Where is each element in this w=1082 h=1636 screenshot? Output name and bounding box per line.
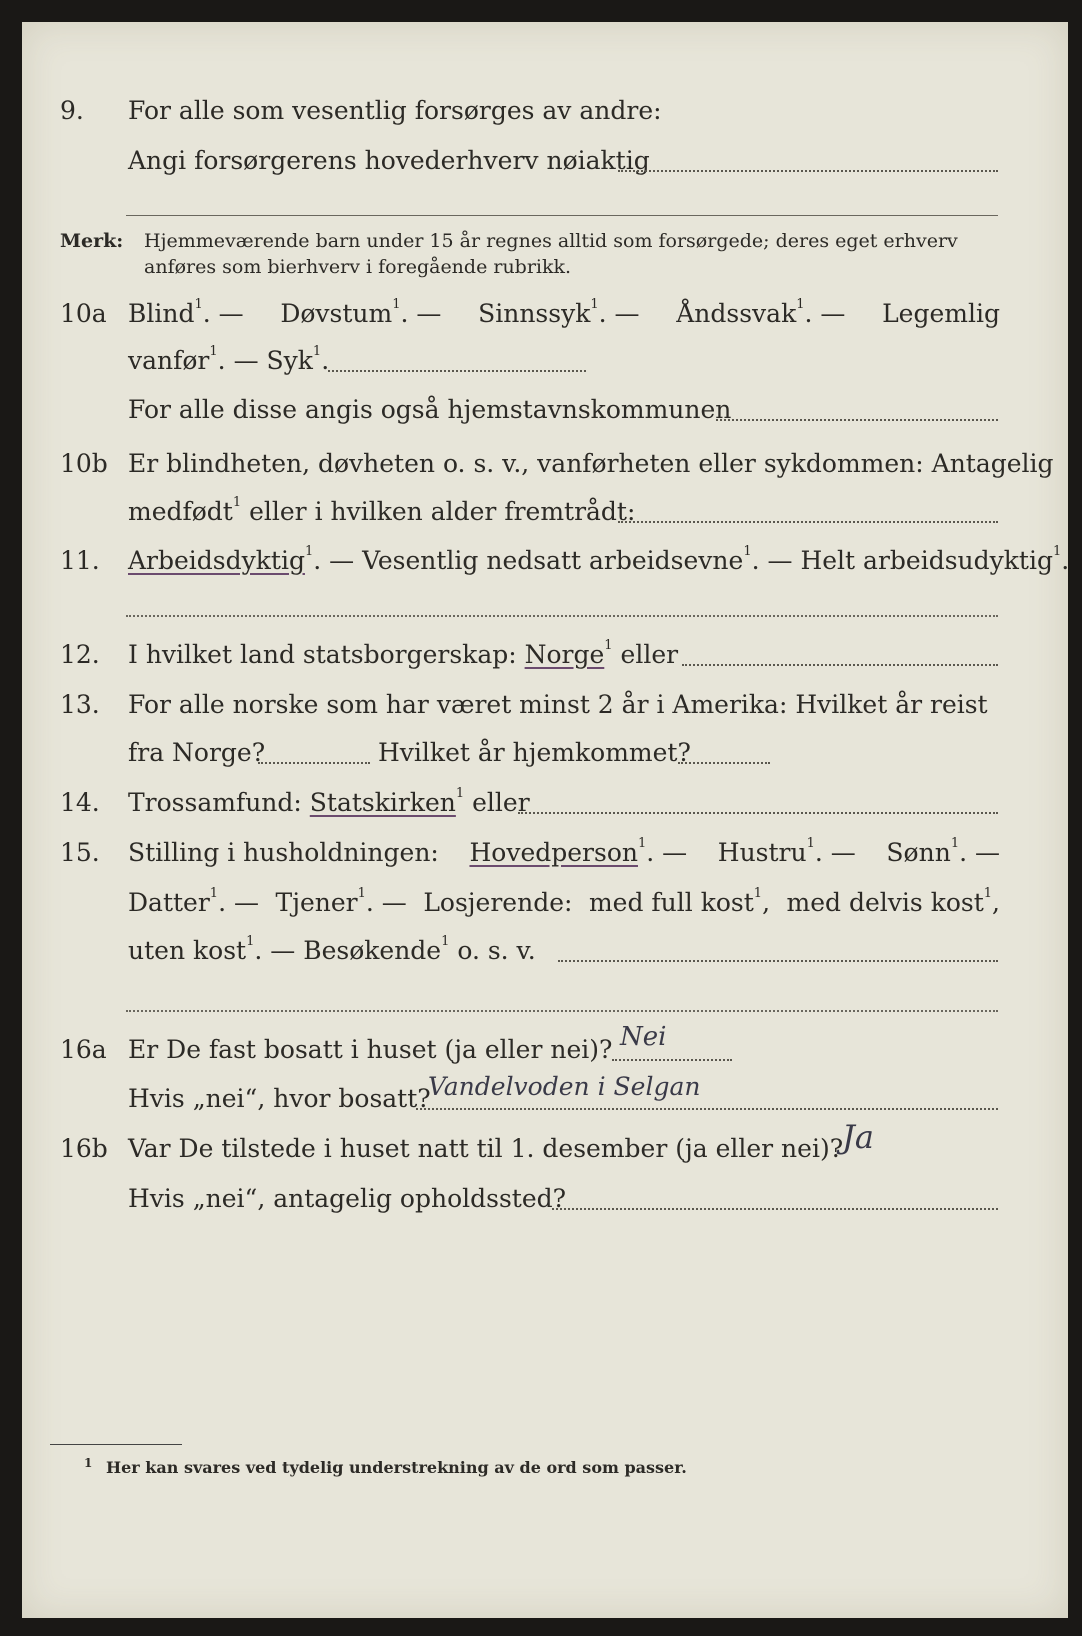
question-text: Er De fast bosatt i huset (ja eller nei)? (128, 1035, 613, 1064)
option-statskirken[interactable]: Statskirken (309, 788, 456, 817)
option-norge[interactable]: Norge (524, 640, 605, 669)
option-blind[interactable]: Blind (128, 299, 195, 328)
option-tjener[interactable]: Tjener (275, 888, 358, 917)
option-nedsatt[interactable]: Vesentlig nedsatt arbeidsevne (362, 546, 744, 575)
option-syk[interactable]: Syk (266, 346, 313, 375)
answer-line[interactable] (552, 1208, 998, 1210)
answer-line[interactable] (126, 1010, 998, 1012)
footnote-mark: 1 (84, 1456, 93, 1470)
note-text: Hjemmeværende barn under 15 år regnes alltid som forsørgede; deres eget erhverv (144, 230, 958, 252)
question-text: Angi forsørgerens hovederhverv nøiaktig (128, 146, 650, 175)
option-arbeidsdyktig[interactable]: Arbeidsdyktig (128, 546, 305, 575)
option-hovedperson[interactable]: Hovedperson (469, 838, 638, 867)
answer-line[interactable] (126, 215, 998, 216)
question-number: 12. (60, 640, 100, 669)
question-text: Trossamfund: Statskirken$^1$ eller (128, 786, 530, 817)
question-text: Blind$^1$. — Døvstum$^1$. — Sinnssyk$^1$. — Åndssvak$^1$. — Legemlig (128, 297, 1000, 328)
answer-line[interactable] (416, 1108, 998, 1110)
question-text: Var De tilstede i huset natt til 1. desember (ja eller nei)? (128, 1134, 844, 1163)
question-number: 16b (60, 1134, 108, 1163)
option-delvis-kost[interactable]: med delvis kost (786, 888, 984, 917)
option-andssvak[interactable]: Åndssvak (676, 299, 797, 328)
footnote-rule (50, 1444, 182, 1445)
question-text: I hvilket land statsborgerskap: Norge$^1$ eller (128, 638, 679, 669)
note-text: anføres som bierhverv i foregående rubrikk. (144, 256, 572, 278)
option-udyktig[interactable]: Helt arbeidsudyktig (800, 546, 1053, 575)
question-number: 10b (60, 449, 108, 478)
answer-line[interactable] (258, 762, 370, 764)
option-legemlig[interactable]: Legemlig (882, 299, 1000, 328)
question-number: 13. (60, 690, 100, 719)
question-text: Er blindheten, døvheten o. s. v., vanførheten eller sykdommen: Antagelig (128, 449, 1054, 478)
handwritten-answer: Nei (620, 1022, 667, 1052)
question-text: Hvis „nei“, antagelig opholdssted? (128, 1184, 567, 1213)
option-besokende[interactable]: Besøkende (303, 936, 442, 965)
option-uten-kost[interactable]: uten kost (128, 936, 247, 965)
option-sonn[interactable]: Sønn (886, 838, 951, 867)
option-full-kost[interactable]: med full kost (588, 888, 754, 917)
question-text: Datter$^1$. — Tjener$^1$. — Losjerende: med full kost$^1$, med delvis kost$^1$, (128, 886, 1000, 917)
question-text: Hvilket år hjemkommet? (378, 738, 691, 767)
option-medfodt[interactable]: medfødt (128, 497, 233, 526)
question-text: For alle som vesentlig forsørges av andre: (128, 96, 662, 125)
answer-line[interactable] (682, 664, 998, 666)
option-vanfor[interactable]: vanfør (128, 346, 210, 375)
question-number: 11. (60, 546, 100, 575)
option-hustru[interactable]: Hustru (717, 838, 807, 867)
option-sinnssyk[interactable]: Sinnssyk (478, 299, 591, 328)
question-text: vanfør$^1$. — Syk$^1$. (128, 344, 330, 375)
note-label: Merk: (60, 230, 124, 252)
answer-line[interactable] (716, 419, 998, 421)
handwritten-answer: Vandelvoden i Selgan (428, 1072, 701, 1101)
answer-line[interactable] (618, 521, 998, 523)
question-text: For alle norske som har været minst 2 år i Amerika: Hvilket år reist (128, 690, 988, 719)
answer-line[interactable] (678, 762, 770, 764)
question-number: 15. (60, 838, 100, 867)
option-datter[interactable]: Datter (128, 888, 210, 917)
question-number: 14. (60, 788, 100, 817)
answer-line[interactable] (126, 615, 998, 617)
question-number: 9. (60, 96, 84, 125)
footnote-text: Her kan svares ved tydelig understrekning av de ord som passer. (106, 1458, 687, 1477)
question-text: fra Norge? (128, 738, 266, 767)
answer-line[interactable] (328, 370, 586, 372)
question-text: For alle disse angis også hjemstavnskommunen (128, 395, 732, 424)
answer-line[interactable] (618, 170, 998, 172)
question-text: Stilling i husholdningen: Hovedperson$^1$. — Hustru$^1$. — Sønn$^1$. — (128, 836, 1000, 867)
answer-line[interactable] (612, 1059, 732, 1061)
handwritten-answer: Ja (842, 1118, 874, 1156)
question-number: 16a (60, 1035, 107, 1064)
question-text: Hvis „nei“, hvor bosatt? (128, 1084, 431, 1113)
question-text: uten kost$^1$. — Besøkende$^1$ o. s. v. (128, 934, 536, 965)
answer-line[interactable] (558, 960, 998, 962)
option-dovstum[interactable]: Døvstum (280, 299, 393, 328)
question-number: 10a (60, 299, 107, 328)
question-text: medfødt$^1$ eller i hvilken alder fremtrådt: (128, 495, 636, 526)
census-form-page (22, 22, 1068, 1618)
question-text: Arbeidsdyktig$^1$. — Vesentlig nedsatt arbeidsevne$^1$. — Helt arbeidsudyktig$^1$. (128, 544, 1070, 575)
answer-line[interactable] (518, 812, 998, 814)
